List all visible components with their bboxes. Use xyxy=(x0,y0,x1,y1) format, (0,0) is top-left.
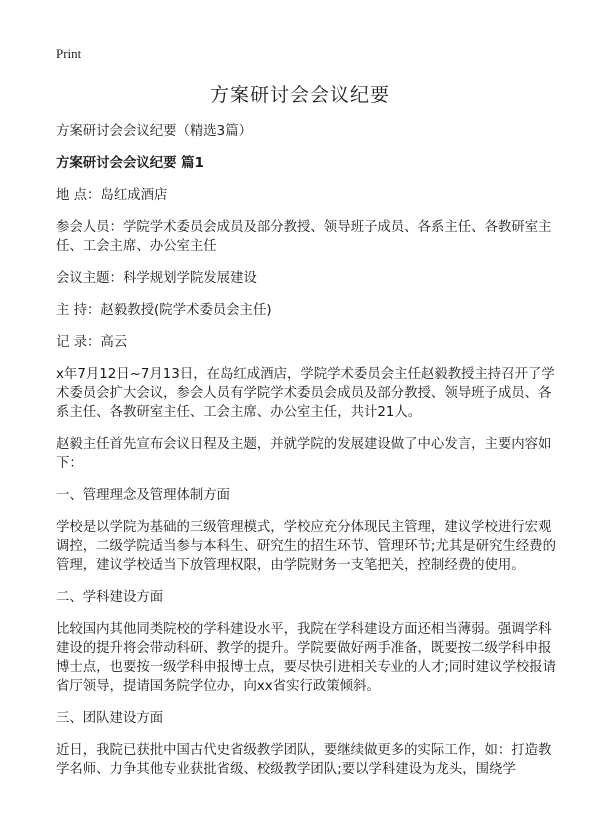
page-title: 方案研讨会会议纪要 xyxy=(209,84,390,106)
team-paragraph: 近日，我院已获批中国古代史省级教学团队，要继续做更多的实际工作，如：打造教学名师、力争其他专业获批省级、校级教学团队;要以学科建设为龙头，围绕学 xyxy=(56,743,552,777)
meeting-recorder: 记 录：高云 xyxy=(56,335,128,350)
meeting-summary-paragraph: x年7月12日~7月13日，在岛红成酒店，学院学术委员会主任赵毅教授主持召开了学术委员会扩大会议，参会人员有学院学术委员会成员及部分教授、领导班子成员、各系主任、各教研室主任、工会主席、办公室主任，共计21人。 xyxy=(56,367,555,420)
document-subtitle: 方案研讨会会议纪要（精选3篇） xyxy=(56,124,252,139)
meeting-attendees: 参会人员：学院学术委员会成员及部分教授、领导班子成员、各系主任、各教研室主任、工会主席、办公室主任 xyxy=(56,220,552,254)
meeting-host: 主 持：赵毅教授(院学术委员会主任) xyxy=(56,303,272,318)
opening-remarks-paragraph: 赵毅主任首先宣布会议日程及主题，并就学院的发展建设做了中心发言，主要内容如下： xyxy=(56,437,552,471)
subsection-heading-team: 三、团队建设方面 xyxy=(56,711,164,726)
meeting-topic: 会议主题：科学规划学院发展建设 xyxy=(56,271,257,286)
management-paragraph: 学校是以学院为基础的三级管理模式，学校应充分体现民主管理，建议学校进行宏观调控，二级学院适当参与本科生、研究生的招生环节、管理环节;尤其是研究生经费的管理，建议学校适当下放管理权限，由学院财务一支笔把关，控制经费的使用。 xyxy=(56,520,556,573)
document-body xyxy=(56,122,556,792)
print-link[interactable]: Print xyxy=(56,46,82,61)
subsection-heading-discipline: 二、学科建设方面 xyxy=(56,590,164,605)
subsection-heading-management: 一、管理理念及管理体制方面 xyxy=(56,488,231,503)
discipline-paragraph: 比较国内其他同类院校的学科建设水平，我院在学科建设方面还相当薄弱。强调学科建设的提升将会带动科研、教学的提升。学院要做好两手准备，既要按二级学科申报博士点，也要按一级学科申报博士点，要尽快引进相关专业的人才;同时建议学校报请省厅领导，提请国务院学位办，向xx省实行政策倾斜。 xyxy=(56,622,556,694)
section-heading: 方案研讨会会议纪要 篇1 xyxy=(56,156,204,171)
meeting-location: 地 点：岛红成酒店 xyxy=(56,188,168,203)
